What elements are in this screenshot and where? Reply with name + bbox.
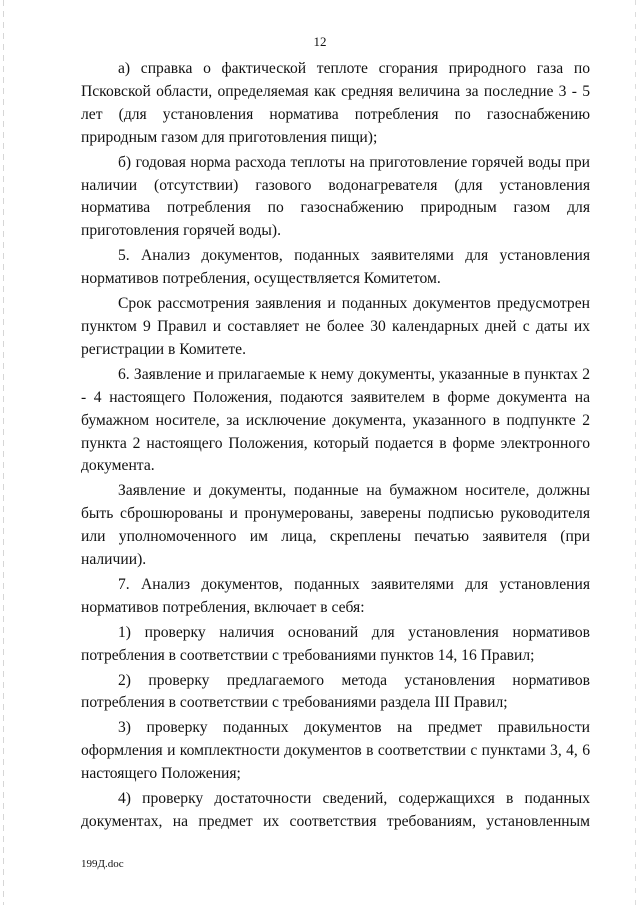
paragraph-b-hot-water: б) годовая норма расхода теплоты на приготовление горячей воды при наличии (отсутствии) газового водонагревателя (для установления норматива потребления по газоснабжению природным газом для приготовления горячей воды). bbox=[81, 153, 590, 240]
list-item-2: 2) проверку предлагаемого метода установления нормативов потребления в соответствии с требованиями раздела III Правил; bbox=[81, 671, 590, 712]
footer-filename: 199Д.doc bbox=[81, 858, 124, 870]
paragraph-review-term: Срок рассмотрения заявления и поданных документов предусмотрен пунктом 9 Правил и составляет не более 30 календарных дней с даты их регистрации в Комитете. bbox=[81, 295, 590, 358]
paragraph-5-analysis: 5. Анализ документов, поданных заявителями для установления нормативов потребления, осуществляется Комитетом. bbox=[81, 247, 590, 288]
scan-edge-left bbox=[3, 0, 4, 905]
paragraph-a-gas-heat: а) справка о фактической теплоте сгорания природного газа по Псковской области, определяемая как средняя величина за последние 3 - 5 лет (для установления норматива потребления по газоснабжению природным газом для приготовления пищи); bbox=[81, 60, 590, 146]
list-item-4: 4) проверку достаточности сведений, содержащихся в поданных документах, на предмет их соответствия требованиям, установленным bbox=[81, 790, 590, 830]
list-item-1: 1) проверку наличия оснований для установления нормативов потребления в соответствии с требованиями пунктов 14, 16 Правил; bbox=[81, 623, 590, 664]
scan-edge-right bbox=[635, 0, 636, 905]
paragraph-paper-documents: Заявление и документы, поданные на бумажном носителе, должны быть сброшюрованы и пронумерованы, заверены подписью руководителя или уполномоченного им лица, скреплены печатью заявителя (при наличии). bbox=[81, 482, 590, 569]
document-body bbox=[81, 58, 590, 836]
paragraph-7-analysis-includes: 7. Анализ документов, поданных заявителями для установления нормативов потребления, включает в себя: bbox=[81, 575, 590, 616]
list-item-3: 3) проверку поданных документов на предмет правильности оформления и комплектности документов в соответствии с пунктами 3, 4, 6 настоящего Положения; bbox=[81, 719, 590, 783]
page-number: 12 bbox=[313, 34, 327, 49]
paragraph-6-submission: 6. Заявление и прилагаемые к нему документы, указанные в пунктах 2 - 4 настоящего Положения, подаются заявителем в форме документа на бумажном носителе, за исключение документа, указанного в подпункте 2 пункта 2 настоящего Положения, который подается в форме электронного документа. bbox=[81, 365, 590, 475]
